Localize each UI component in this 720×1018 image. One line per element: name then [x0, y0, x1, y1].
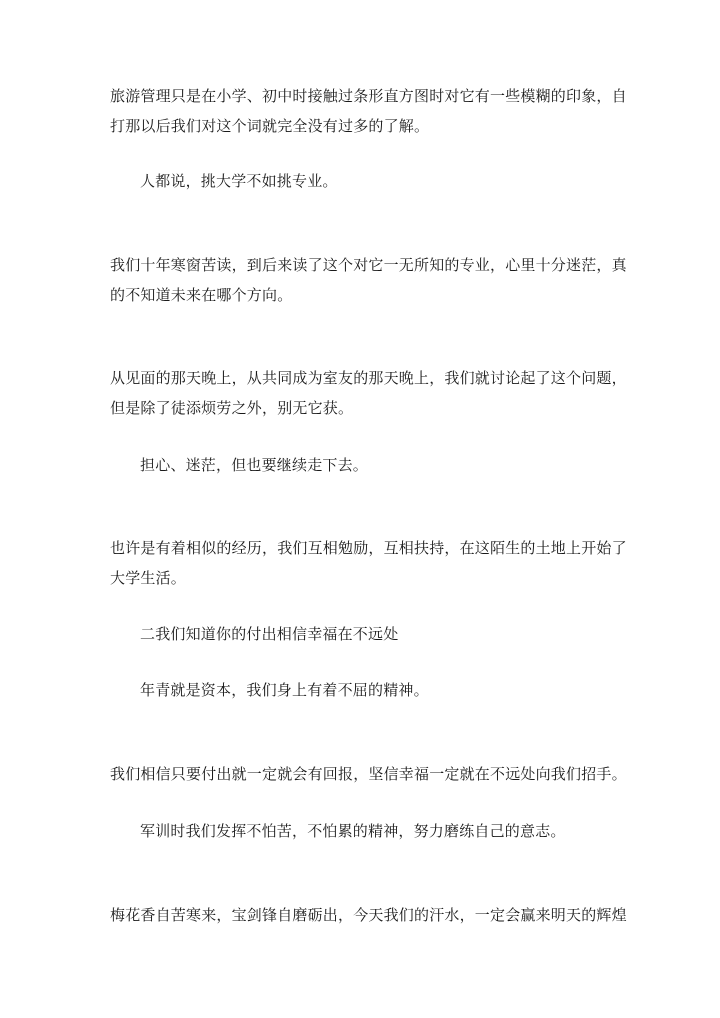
paragraph-9: 我们相信只要付出就一定就会有回报，坚信幸福一定就在不远处向我们招手。 [110, 765, 627, 783]
paragraph-10: 军训时我们发挥不怕苦，不怕累的精神，努力磨练自己的意志。 [140, 822, 566, 840]
paragraph-5: 担心、迷茫，但也要继续走下去。 [140, 456, 369, 474]
paragraph-6-line-2: 大学生活。 [110, 569, 187, 587]
paragraph-3-line-1: 我们十年寒窗苦读，到后来读了这个对它一无所知的专业，心里十分迷茫，真 [110, 256, 627, 274]
paragraph-1-line-1: 旅游管理只是在小学、初中时接触过条形直方图时对它有一些模糊的印象，自 [110, 87, 627, 105]
paragraph-1-line-2: 打那以后我们对这个词就完全没有过多的了解。 [110, 117, 430, 135]
paragraph-4-line-2: 但是除了徒添烦劳之外，别无它获。 [110, 399, 354, 417]
paragraph-4-line-1: 从见面的那天晚上，从共同成为室友的那天晚上，我们就讨论起了这个问题， [110, 369, 627, 387]
paragraph-2: 人都说，挑大学不如挑专业。 [140, 172, 338, 190]
paragraph-6-line-1: 也许是有着相似的经历，我们互相勉励，互相扶持，在这陌生的土地上开始了 [110, 539, 627, 557]
paragraph-7-heading: 二我们知道你的付出相信幸福在不远处 [140, 625, 399, 643]
paragraph-11: 梅花香自苦寒来，宝剑锋自磨砺出，今天我们的汗水，一定会赢来明天的辉煌 [110, 906, 627, 924]
paragraph-8: 年青就是资本，我们身上有着不屈的精神。 [140, 681, 429, 699]
paragraph-3-line-2: 的不知道未来在哪个方向。 [110, 286, 293, 304]
